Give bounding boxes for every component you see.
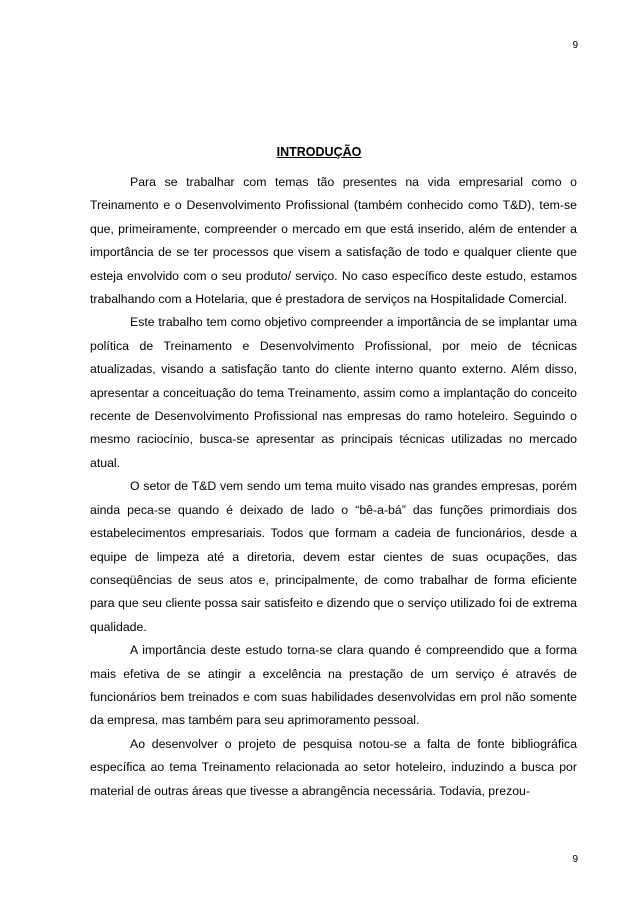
paragraph: Ao desenvolver o projeto de pesquisa notou-se a falta de fonte bibliográfica específica ao tema Treinamento relacionada ao setor hoteleiro, induzindo a busca por material de outras áreas que tivesse a abrangência necessária. Todavia, prezou-	[90, 736, 577, 798]
page-number-top: 9	[572, 40, 578, 51]
section-title: INTRODUÇÃO	[276, 145, 362, 159]
paragraph: O setor de T&D vem sendo um tema muito visado nas grandes empresas, porém ainda peca-se quando é deixado de lado o “bê-a-bá” das funções primordiais dos estabelecimentos empresariais. Todos que formam a cadeia de funcionários, desde a equipe de limpeza até a diretoria, devem estar cientes de suas ocupações, das conseqüências de seus atos e, principalmente, de como trabalhar de forma eficiente para que seu cliente possa sair satisfeito e dizendo que o serviço utilizado foi de extrema qualidade.	[90, 479, 577, 634]
page-number-bottom: 9	[572, 854, 578, 865]
paragraph: Este trabalho tem como objetivo compreender a importância de se implantar uma política de Treinamento e Desenvolvimento Profissional, por meio de técnicas atualizadas, visando a satisfação tanto do cliente interno quanto externo. Além disso, apresentar a conceituação do tema Treinamento, assim como a implantação do conceito recente de Desenvolvimento Profissional nas empresas do ramo hoteleiro. Seguindo o mesmo raciocínio, busca-se apresentar as principais técnicas utilizadas no mercado atual.	[90, 315, 577, 470]
paragraph: Para se trabalhar com temas tão presentes na vida empresarial como o Treinamento e o Desenvolvimento Profissional (também conhecido como T&D), tem-se que, primeiramente, compreender o mercado em que está inserido, além de entender a importância de se ter processos que visem a satisfação de todo e qualquer cliente que esteja envolvido com o seu produto/ serviço. No caso específico deste estudo, estamos trabalhando com a Hotelaria, que é prestadora de serviços na Hospitalidade Comercial.	[90, 175, 577, 307]
body-text	[90, 171, 577, 803]
paragraph: A importância deste estudo torna-se clara quando é compreendido que a forma mais efetiva de se atingir a excelência na prestação de um serviço é através de funcionários bem treinados e com suas habilidades desenvolvidas em prol não somente da empresa, mas também para seu aprimoramento pessoal.	[90, 643, 577, 728]
